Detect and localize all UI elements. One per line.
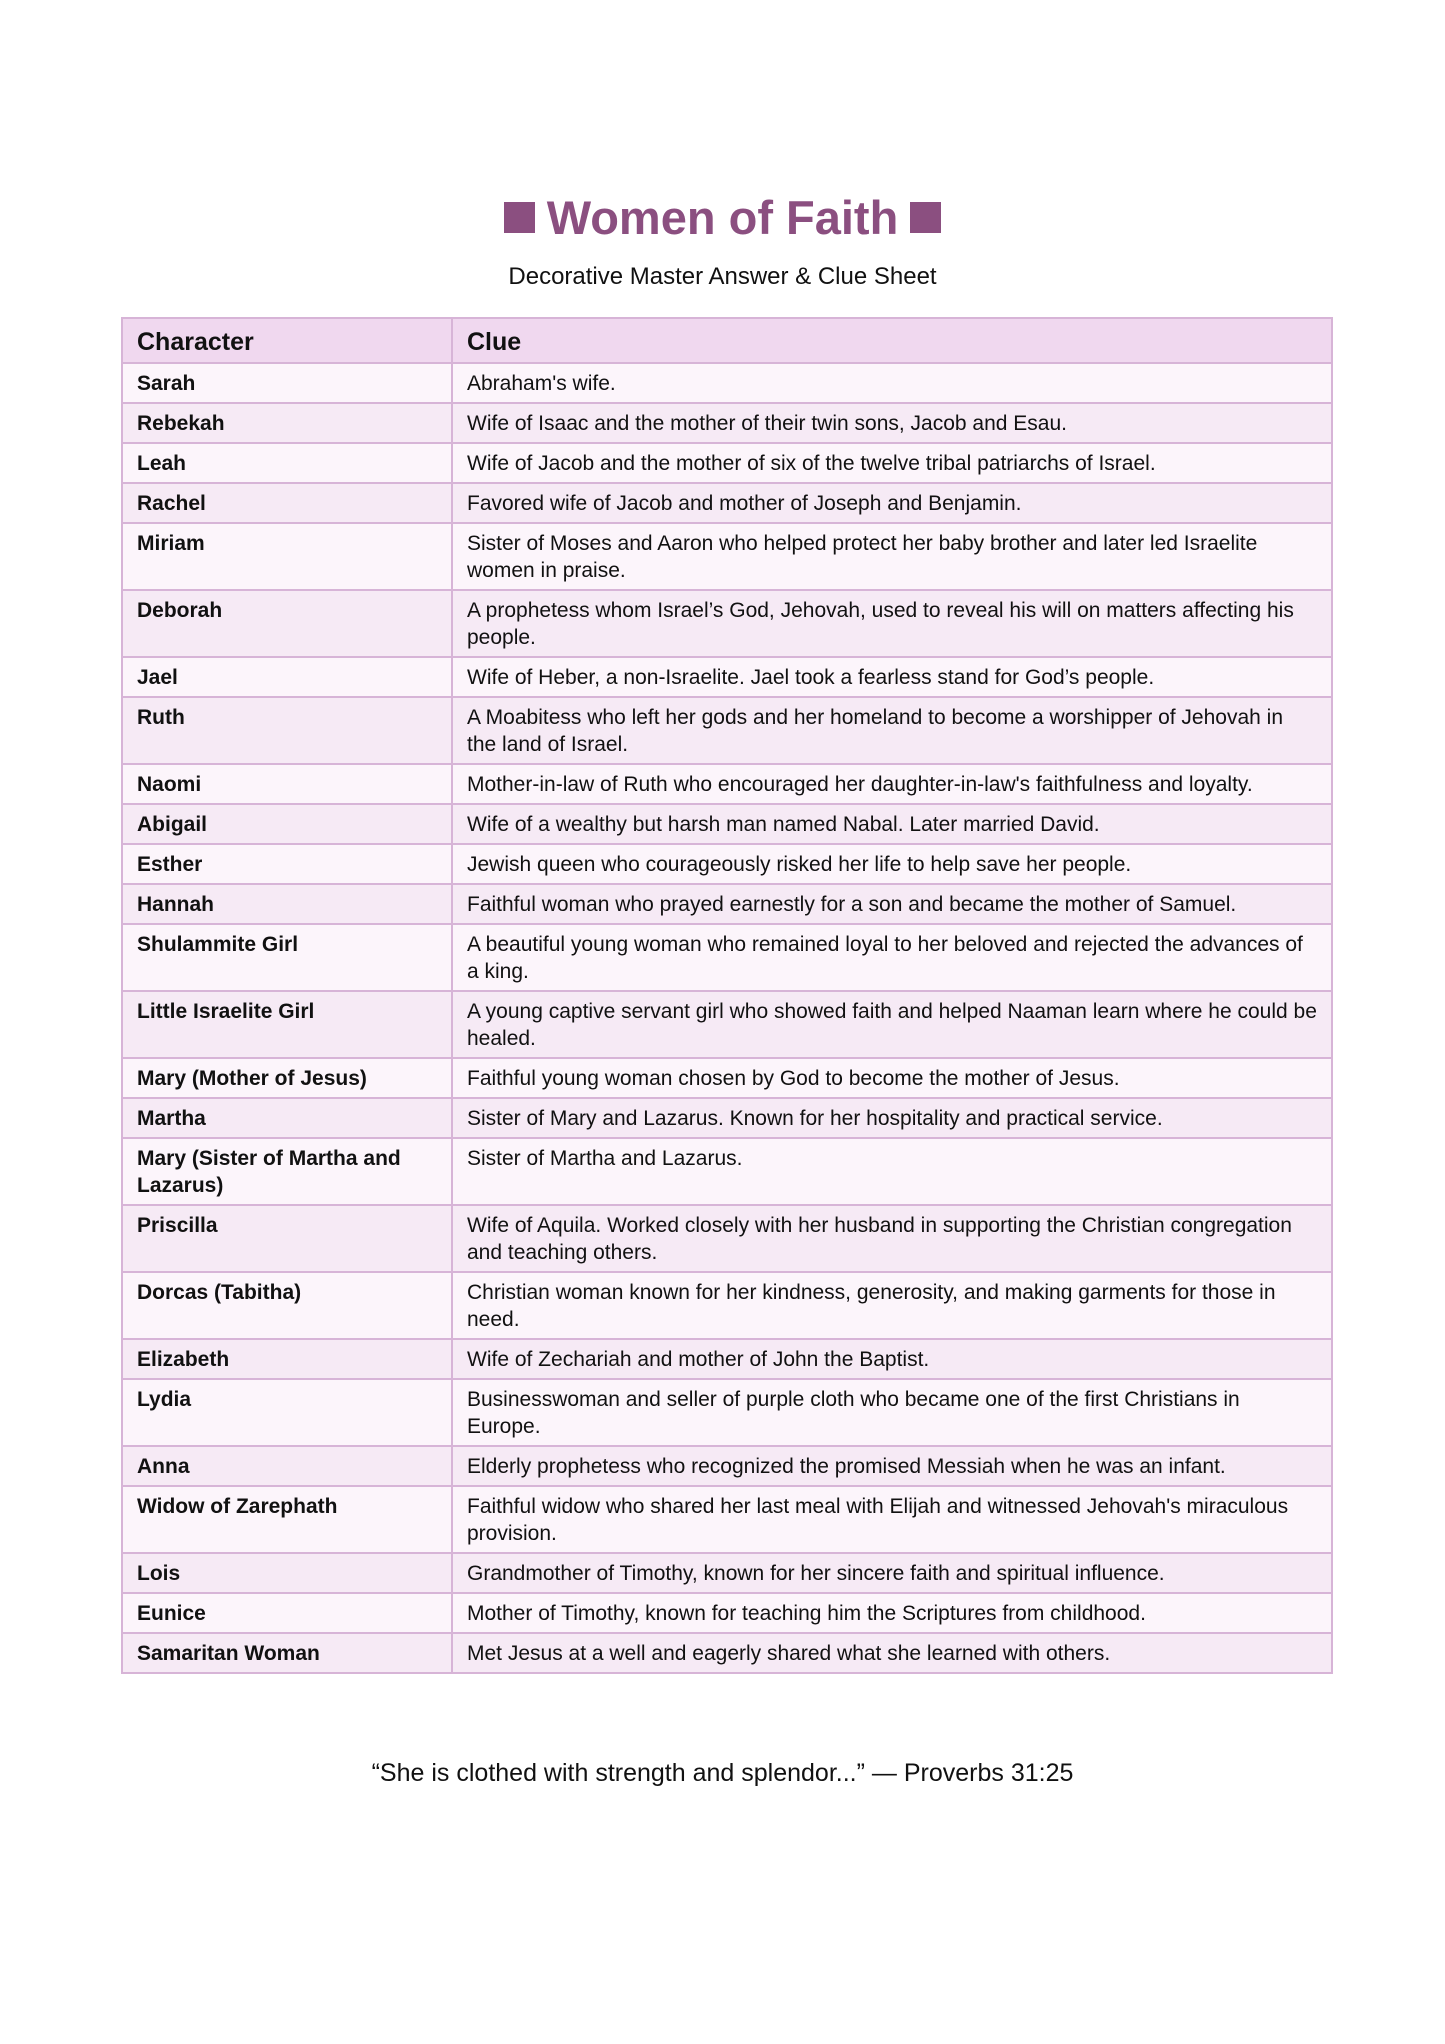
clue-text: Abraham's wife. bbox=[452, 363, 1332, 403]
clue-text: A Moabitess who left her gods and her homeland to become a worshipper of Jehovah in the land of Israel. bbox=[452, 697, 1332, 764]
character-name: Ruth bbox=[122, 697, 452, 764]
table-row bbox=[122, 844, 1332, 884]
table-row bbox=[122, 1098, 1332, 1138]
clue-text: Grandmother of Timothy, known for her sincere faith and spiritual influence. bbox=[452, 1553, 1332, 1593]
character-name: Martha bbox=[122, 1098, 452, 1138]
table-row bbox=[122, 657, 1332, 697]
table-row bbox=[122, 1633, 1332, 1673]
table-row bbox=[122, 590, 1332, 657]
character-name: Little Israelite Girl bbox=[122, 991, 452, 1058]
clue-text: A beautiful young woman who remained loyal to her beloved and rejected the advances of a king. bbox=[452, 924, 1332, 991]
character-name: Samaritan Woman bbox=[122, 1633, 452, 1673]
clue-text: A young captive servant girl who showed faith and helped Naaman learn where he could be healed. bbox=[452, 991, 1332, 1058]
table-row bbox=[122, 1486, 1332, 1553]
table-row bbox=[122, 804, 1332, 844]
character-name: Anna bbox=[122, 1446, 452, 1486]
clue-text: Met Jesus at a well and eagerly shared what she learned with others. bbox=[452, 1633, 1332, 1673]
clue-text: Faithful woman who prayed earnestly for a son and became the mother of Samuel. bbox=[452, 884, 1332, 924]
clue-text: Sister of Moses and Aaron who helped protect her baby brother and later led Israelite women in praise. bbox=[452, 523, 1332, 590]
character-name: Naomi bbox=[122, 764, 452, 804]
character-name: Shulammite Girl bbox=[122, 924, 452, 991]
table-row bbox=[122, 1205, 1332, 1272]
table-row bbox=[122, 363, 1332, 403]
character-name: Esther bbox=[122, 844, 452, 884]
clue-text: Wife of Heber, a non-Israelite. Jael took a fearless stand for God’s people. bbox=[452, 657, 1332, 697]
clue-text: Favored wife of Jacob and mother of Joseph and Benjamin. bbox=[452, 483, 1332, 523]
table-row bbox=[122, 1058, 1332, 1098]
character-name: Sarah bbox=[122, 363, 452, 403]
square-icon bbox=[504, 202, 535, 233]
character-name: Deborah bbox=[122, 590, 452, 657]
clue-text: Mother of Timothy, known for teaching him the Scriptures from childhood. bbox=[452, 1593, 1332, 1633]
character-name: Rebekah bbox=[122, 403, 452, 443]
footer-quote: “She is clothed with strength and splendor...” — Proverbs 31:25 bbox=[371, 1759, 1074, 1787]
clue-text: Sister of Martha and Lazarus. bbox=[452, 1138, 1332, 1205]
page-subtitle: Decorative Master Answer & Clue Sheet bbox=[508, 263, 937, 290]
table-row bbox=[122, 1339, 1332, 1379]
page-title-text: Women of Faith bbox=[546, 191, 899, 244]
character-name: Dorcas (Tabitha) bbox=[122, 1272, 452, 1339]
clue-text: Elderly prophetess who recognized the promised Messiah when he was an infant. bbox=[452, 1446, 1332, 1486]
character-name: Abigail bbox=[122, 804, 452, 844]
table-row bbox=[122, 1553, 1332, 1593]
table-row bbox=[122, 1138, 1332, 1205]
table-row bbox=[122, 403, 1332, 443]
clue-text: Wife of Zechariah and mother of John the Baptist. bbox=[452, 1339, 1332, 1379]
character-name: Hannah bbox=[122, 884, 452, 924]
table-row bbox=[122, 1272, 1332, 1339]
page-title bbox=[0, 188, 1445, 248]
clue-text: Faithful young woman chosen by God to become the mother of Jesus. bbox=[452, 1058, 1332, 1098]
character-name: Lydia bbox=[122, 1379, 452, 1446]
character-name: Leah bbox=[122, 443, 452, 483]
clue-text: Wife of Isaac and the mother of their twin sons, Jacob and Esau. bbox=[452, 403, 1332, 443]
character-name: Jael bbox=[122, 657, 452, 697]
table-row bbox=[122, 884, 1332, 924]
character-name: Eunice bbox=[122, 1593, 452, 1633]
character-name: Lois bbox=[122, 1553, 452, 1593]
clue-text: Christian woman known for her kindness, generosity, and making garments for those in need. bbox=[452, 1272, 1332, 1339]
clue-text: Faithful widow who shared her last meal with Elijah and witnessed Jehovah's miraculous provision. bbox=[452, 1486, 1332, 1553]
clue-text: Jewish queen who courageously risked her life to help save her people. bbox=[452, 844, 1332, 884]
table-row bbox=[122, 924, 1332, 991]
square-icon bbox=[910, 202, 941, 233]
clue-text: A prophetess whom Israel’s God, Jehovah, used to reveal his will on matters affecting his people. bbox=[452, 590, 1332, 657]
character-name: Elizabeth bbox=[122, 1339, 452, 1379]
table-row bbox=[122, 991, 1332, 1058]
table-row bbox=[122, 1446, 1332, 1486]
character-name: Priscilla bbox=[122, 1205, 452, 1272]
character-name: Rachel bbox=[122, 483, 452, 523]
character-name: Miriam bbox=[122, 523, 452, 590]
table-row bbox=[122, 697, 1332, 764]
table-header-row bbox=[122, 318, 1332, 363]
clue-table bbox=[121, 317, 1333, 1674]
table-row bbox=[122, 443, 1332, 483]
column-header-clue: Clue bbox=[452, 318, 1332, 363]
character-name: Mary (Sister of Martha and Lazarus) bbox=[122, 1138, 452, 1205]
clue-text: Wife of Aquila. Worked closely with her husband in supporting the Christian congregation and teaching others. bbox=[452, 1205, 1332, 1272]
character-name: Widow of Zarephath bbox=[122, 1486, 452, 1553]
column-header-character: Character bbox=[122, 318, 452, 363]
table-row bbox=[122, 1593, 1332, 1633]
clue-text: Sister of Mary and Lazarus. Known for her hospitality and practical service. bbox=[452, 1098, 1332, 1138]
table-row bbox=[122, 483, 1332, 523]
clue-text: Businesswoman and seller of purple cloth who became one of the first Christians in Europe. bbox=[452, 1379, 1332, 1446]
table-row bbox=[122, 764, 1332, 804]
clue-text: Mother-in-law of Ruth who encouraged her daughter-in-law's faithfulness and loyalty. bbox=[452, 764, 1332, 804]
table-row bbox=[122, 1379, 1332, 1446]
table-row bbox=[122, 523, 1332, 590]
clue-text: Wife of Jacob and the mother of six of the twelve tribal patriarchs of Israel. bbox=[452, 443, 1332, 483]
character-name: Mary (Mother of Jesus) bbox=[122, 1058, 452, 1098]
clue-text: Wife of a wealthy but harsh man named Nabal. Later married David. bbox=[452, 804, 1332, 844]
